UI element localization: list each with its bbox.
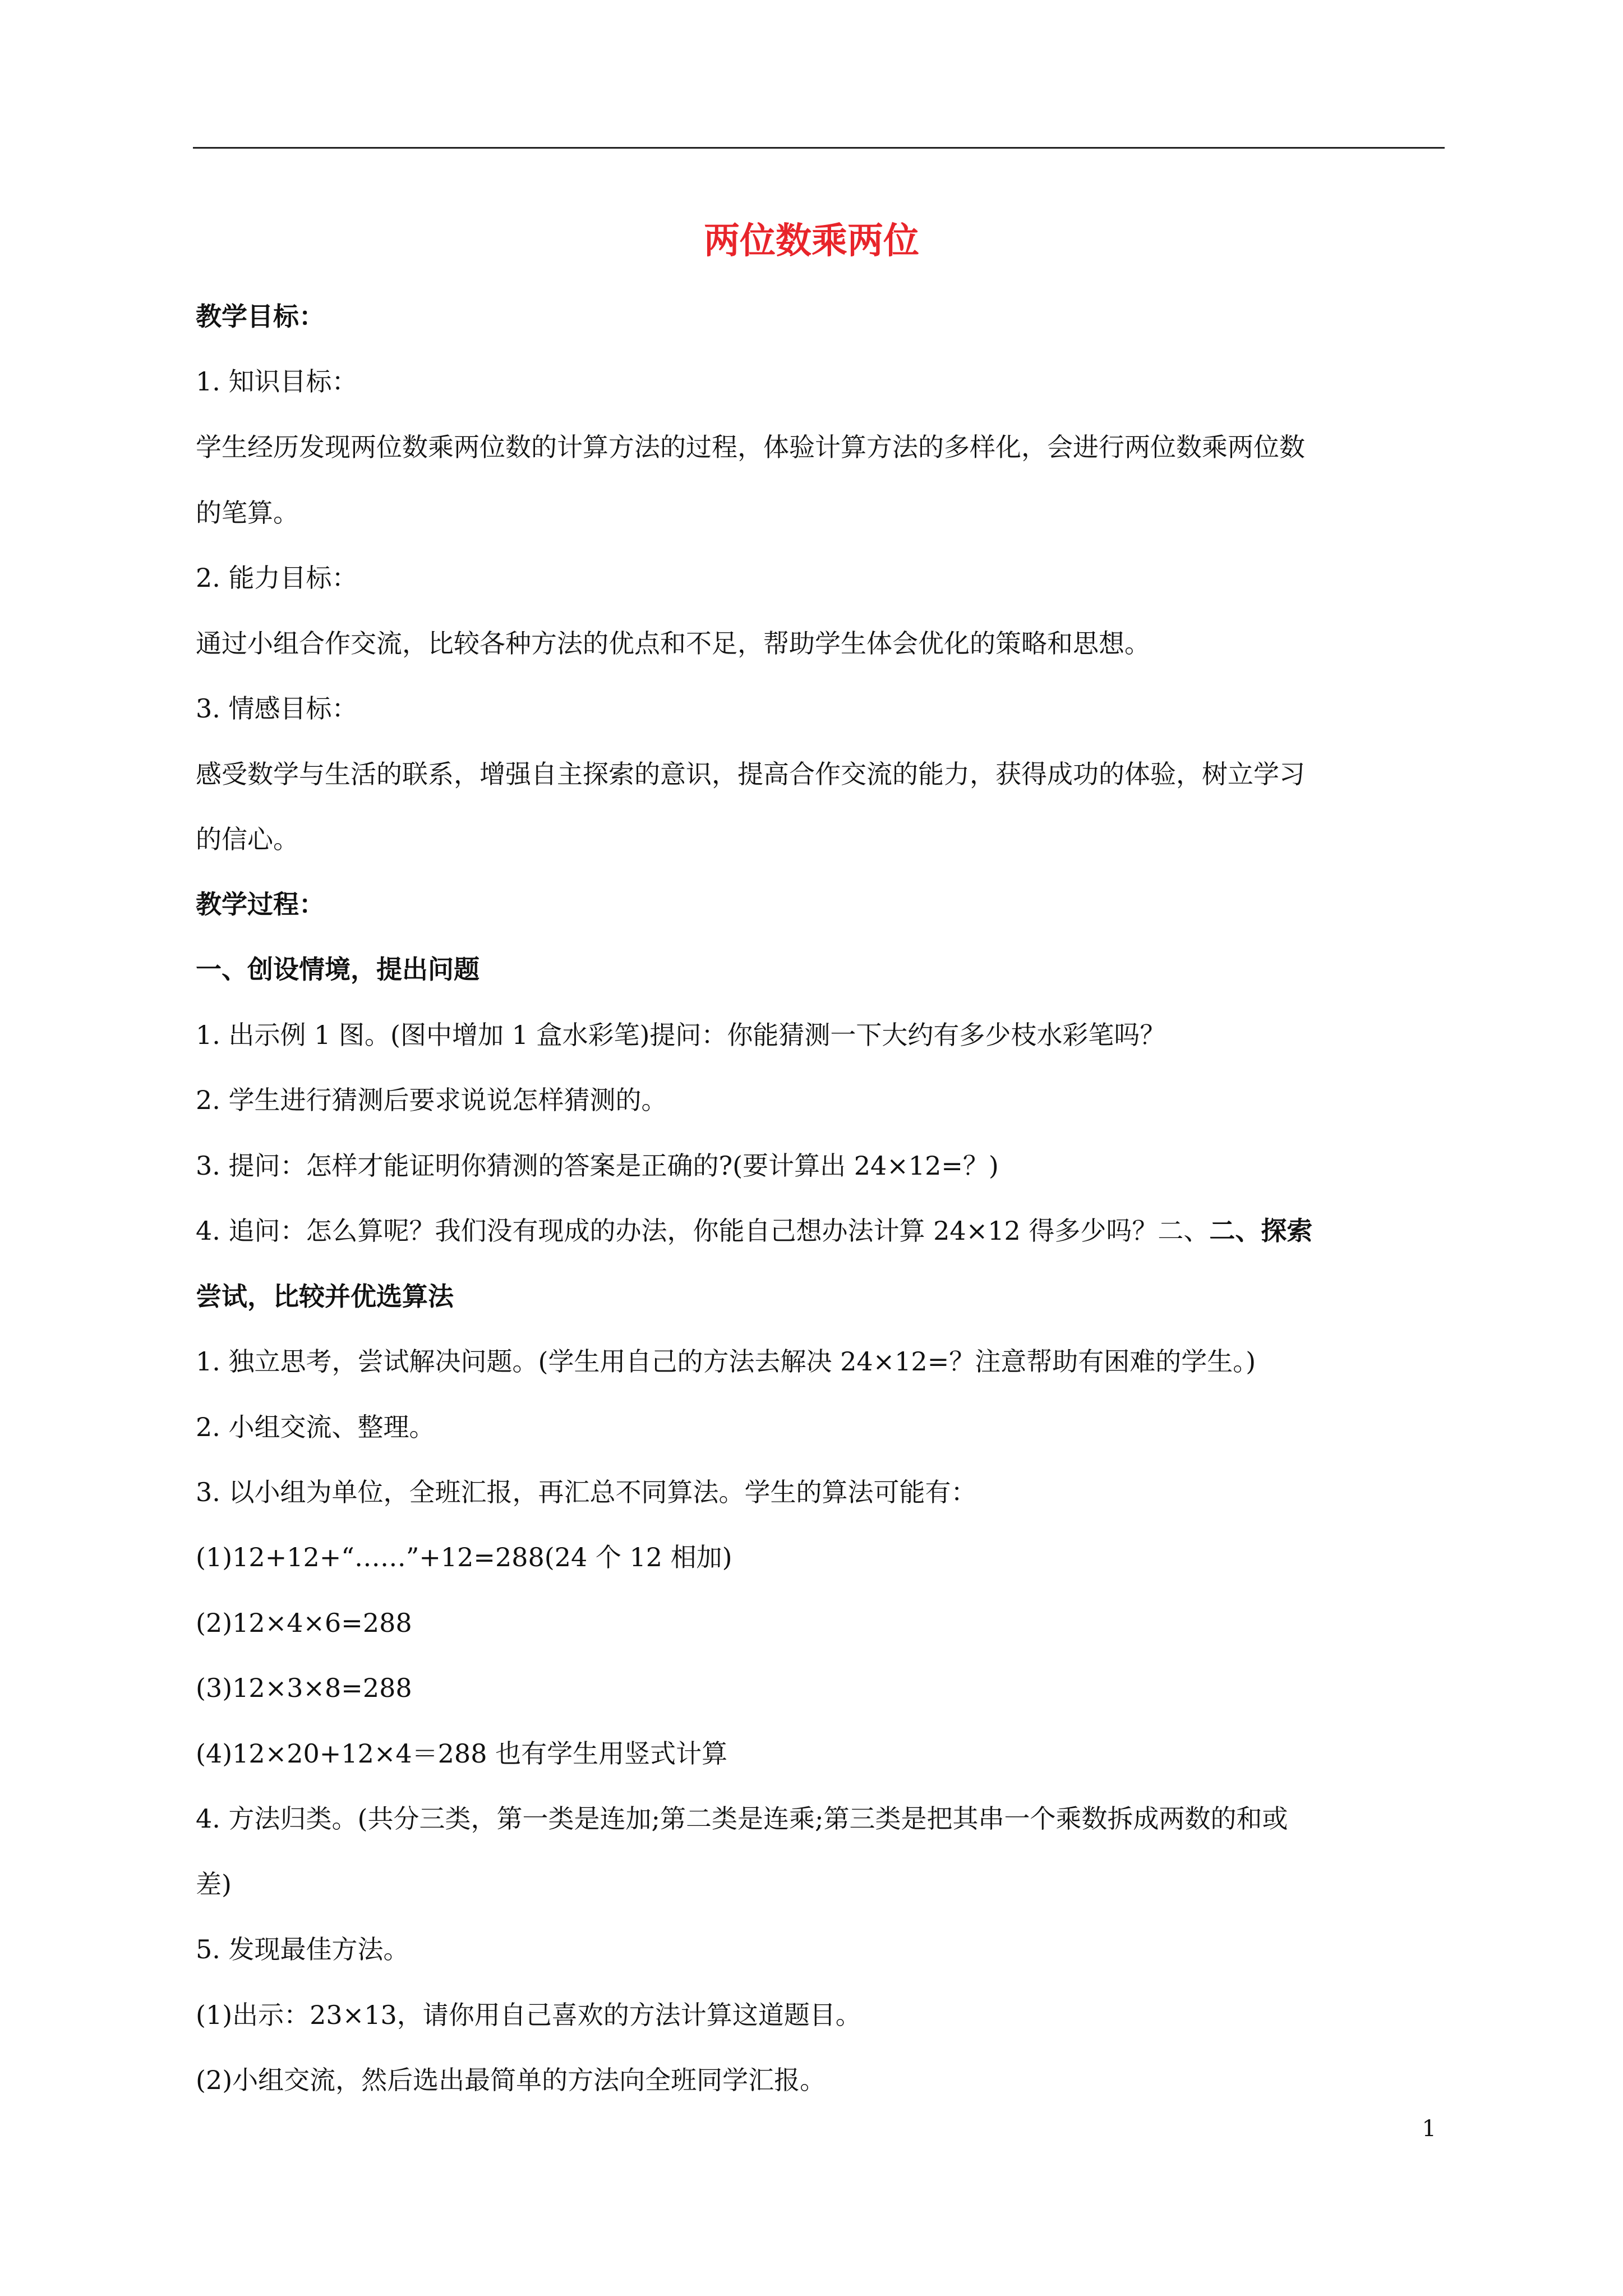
step-2-5: 5. 发现最佳方法。 (196, 1934, 409, 1964)
step-1-4 (196, 1214, 1445, 1248)
objective-3-text-line-2: 的信心。 (196, 824, 299, 854)
header-rule (193, 147, 1445, 149)
algorithm-4: (4)12×20+12×4＝288 也有学生用竖式计算 (196, 1738, 728, 1769)
step-1-3: 3. 提问：怎样才能证明你猜测的答案是正确的?(要计算出 24×12=？) (196, 1151, 999, 1181)
section-heading-process: 教学过程： (196, 889, 325, 919)
part-1-heading: 一、创设情境，提出问题 (196, 954, 479, 984)
step-1-1: 1. 出示例 1 图。(图中增加 1 盒水彩笔)提问：你能猜测一下大约有多少枝水彩笔吗？ (196, 1020, 1166, 1050)
objective-2-text: 通过小组合作交流，比较各种方法的优点和不足，帮助学生体会优化的策略和思想。 (196, 628, 1150, 659)
objective-3-heading: 3. 情感目标： (196, 693, 358, 724)
part-2-heading-continued: 尝试，比较并优选算法 (196, 1281, 454, 1312)
objective-1-text-line-1: 学生经历发现两位数乘两位数的计算方法的过程，体验计算方法的多样化，会进行两位数乘两位数 (196, 432, 1305, 462)
algorithm-3: (3)12×3×8=288 (196, 1673, 412, 1703)
step-2-4-line-2: 差) (196, 1869, 232, 1899)
step-1-4-text: 4. 追问：怎么算呢？我们没有现成的办法，你能自己想办法计算 24×12 得多少吗？二、 (196, 1216, 1210, 1246)
objective-2-heading: 2. 能力目标： (196, 563, 358, 593)
algorithm-2: (2)12×4×6=288 (196, 1608, 412, 1638)
step-2-3: 3. 以小组为单位，全班汇报，再汇总不同算法。学生的算法可能有： (196, 1477, 977, 1507)
part-2-heading-start: 二、探索 (1209, 1216, 1313, 1246)
step-2-5-1: (1)出示：23×13，请你用自己喜欢的方法计算这道题目。 (196, 2000, 861, 2030)
algorithm-1: (1)12+12+“……”+12=288(24 个 12 相加) (196, 1542, 732, 1572)
objective-3-text-line-1: 感受数学与生活的联系，增强自主探索的意识，提高合作交流的能力，获得成功的体验，树立学习 (196, 759, 1305, 789)
step-2-4-line-1: 4. 方法归类。(共分三类，第一类是连加;第二类是连乘;第三类是把其串一个乘数拆成两数的和或 (196, 1803, 1288, 1834)
section-heading-objectives: 教学目标： (196, 301, 325, 332)
step-1-2: 2. 学生进行猜测后要求说说怎样猜测的。 (196, 1085, 667, 1115)
objective-1-text-line-2: 的笔算。 (196, 498, 299, 528)
step-2-5-2: (2)小组交流，然后选出最简单的方法向全班同学汇报。 (196, 2065, 826, 2095)
step-2-2: 2. 小组交流、整理。 (196, 1412, 435, 1442)
step-2-1: 1. 独立思考，尝试解决问题。(学生用自己的方法去解决 24×12=？注意帮助有困难的学生。) (196, 1346, 1256, 1377)
objective-1-heading: 1. 知识目标： (196, 366, 358, 397)
page-number: 1 (1422, 2116, 1436, 2142)
document-title: 两位数乘两位 (704, 220, 919, 262)
